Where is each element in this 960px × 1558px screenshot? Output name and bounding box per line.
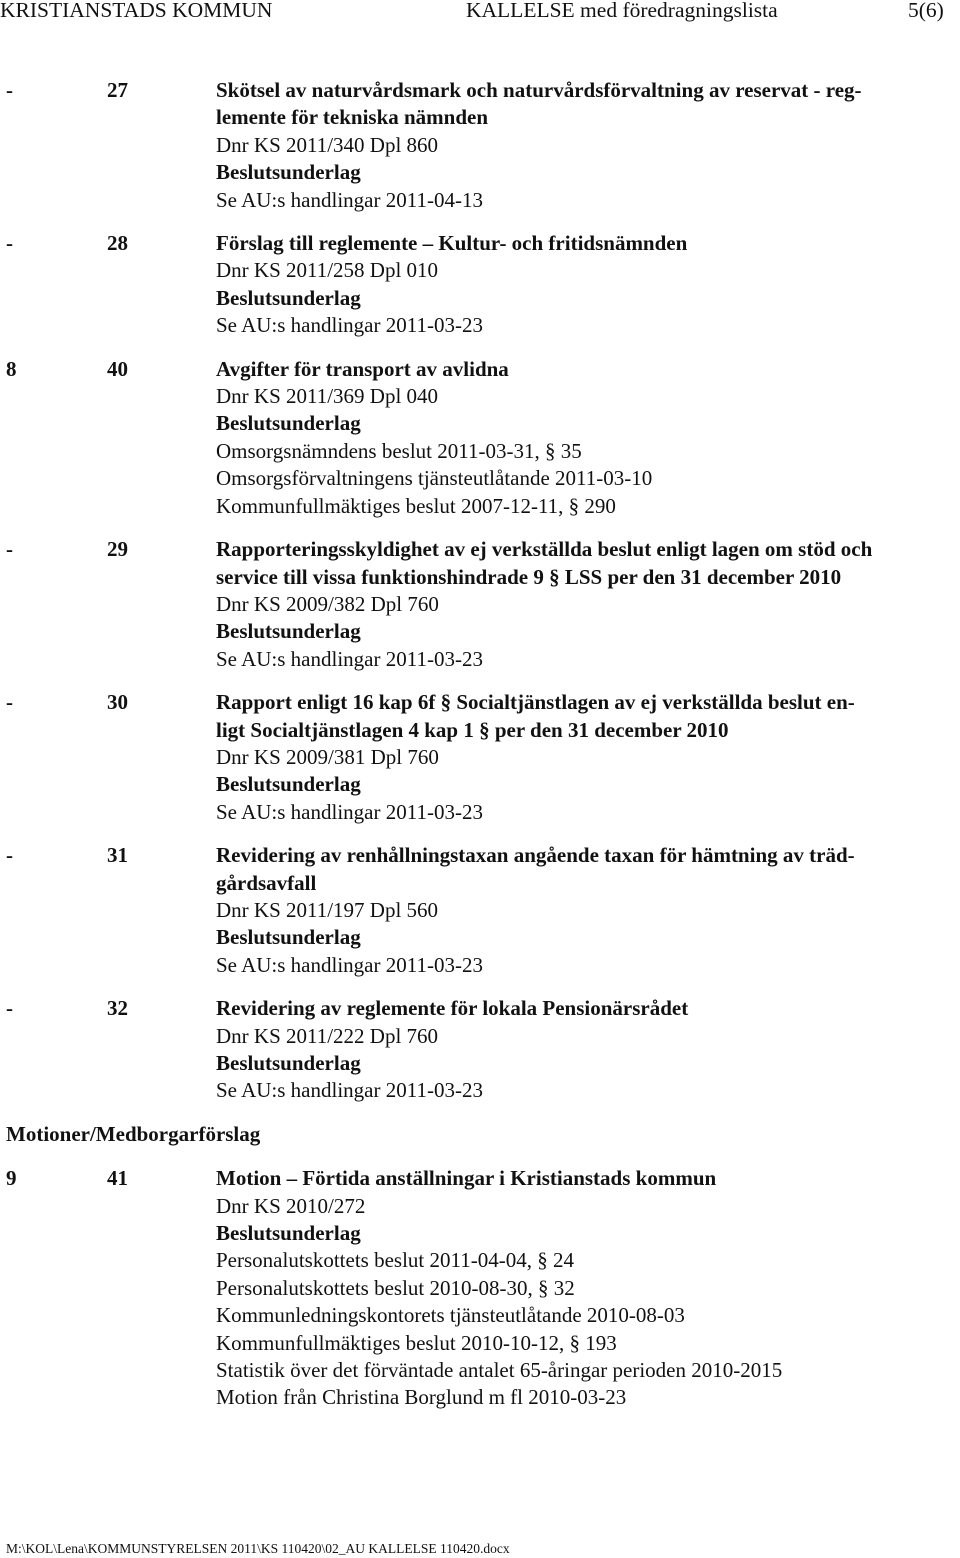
agenda-item-title: Skötsel av naturvårdsmark och naturvårdsförvaltning av reservat - reg- bbox=[216, 78, 862, 102]
agenda-item bbox=[0, 1165, 960, 1412]
agenda-item-detail: Se AU:s handlingar 2011-03-23 bbox=[216, 646, 483, 671]
agenda-item-title: Förslag till reglemente – Kultur- och fritidsnämnden bbox=[216, 231, 688, 256]
agenda-item bbox=[0, 230, 960, 340]
agenda-items bbox=[0, 77, 960, 1105]
agenda-item-body bbox=[216, 536, 960, 673]
agenda-item-detail: Se AU:s handlingar 2011-03-23 bbox=[216, 313, 483, 338]
agenda-content bbox=[0, 77, 960, 1428]
agenda-item-section-number: 8 bbox=[6, 356, 17, 381]
agenda-item-detail: Dnr KS 2011/340 Dpl 860 bbox=[216, 132, 439, 157]
agenda-item-section-number: - bbox=[6, 996, 13, 1021]
agenda-item-title: Rapport enligt 16 kap 6f § Socialtjänstlagen av ej verkställda beslut en- bbox=[216, 690, 855, 715]
agenda-item-detail: Kommunfullmäktiges beslut 2007-12-11, § 290 bbox=[216, 493, 616, 518]
agenda-item bbox=[0, 77, 960, 214]
agenda-item-section-number: - bbox=[6, 537, 13, 562]
agenda-item-number: 29 bbox=[107, 537, 128, 562]
agenda-item-title: Motion – Förtida anställningar i Kristianstads kommun bbox=[216, 1166, 717, 1191]
agenda-item-detail: Motion från Christina Borglund m fl 2010-03-23 bbox=[216, 1385, 627, 1410]
agenda-item-body bbox=[216, 689, 960, 826]
agenda-item-body bbox=[216, 77, 960, 214]
agenda-item-title: lemente för tekniska nämnden bbox=[216, 105, 489, 130]
agenda-item-detail: Se AU:s handlingar 2011-04-13 bbox=[216, 187, 483, 212]
agenda-item-title: Revidering av reglemente för lokala Pensionärsrådet bbox=[216, 996, 689, 1021]
agenda-item-detail: Personalutskottets beslut 2011-04-04, § 24 bbox=[216, 1248, 574, 1273]
agenda-item-number: 28 bbox=[107, 231, 128, 256]
agenda-item-detail: Personalutskottets beslut 2010-08-30, § 32 bbox=[216, 1275, 575, 1300]
beslutsunderlag-heading: Beslutsunderlag bbox=[216, 772, 361, 797]
beslutsunderlag-heading: Beslutsunderlag bbox=[216, 925, 361, 950]
agenda-item-detail: Dnr KS 2010/272 bbox=[216, 1193, 366, 1218]
agenda-item-detail: Dnr KS 2011/258 Dpl 010 bbox=[216, 258, 439, 283]
beslutsunderlag-heading: Beslutsunderlag bbox=[216, 160, 361, 185]
agenda-item-title: gårdsavfall bbox=[216, 870, 317, 895]
agenda-item-detail: Dnr KS 2011/197 Dpl 560 bbox=[216, 897, 439, 922]
agenda-item bbox=[0, 689, 960, 826]
page-header bbox=[0, 0, 960, 25]
agenda-item-detail: Dnr KS 2011/369 Dpl 040 bbox=[216, 384, 439, 409]
agenda-item-body bbox=[216, 230, 960, 340]
header-org: KRISTIANSTADS KOMMUN bbox=[0, 0, 273, 22]
agenda-item-detail: Statistik över det förväntade antalet 65-åringar perioden 2010-2015 bbox=[216, 1358, 783, 1383]
agenda-item-section-number: - bbox=[6, 78, 13, 102]
agenda-item-title: Avgifter för transport av avlidna bbox=[216, 356, 509, 381]
beslutsunderlag-heading: Beslutsunderlag bbox=[216, 1221, 361, 1246]
agenda-item-body bbox=[216, 995, 960, 1105]
agenda-item-title: ligt Socialtjänstlagen 4 kap 1 § per den 31 december 2010 bbox=[216, 717, 729, 742]
header-page-number: 5(6) bbox=[908, 0, 944, 22]
agenda-item-title: Rapporteringsskyldighet av ej verkställda beslut enligt lagen om stöd och bbox=[216, 537, 873, 562]
agenda-item-body bbox=[216, 842, 960, 979]
agenda-item-number: 27 bbox=[107, 78, 128, 102]
beslutsunderlag-heading: Beslutsunderlag bbox=[216, 285, 361, 310]
agenda-items-motions bbox=[0, 1165, 960, 1412]
agenda-item-detail: Omsorgsförvaltningens tjänsteutlåtande 2011-03-10 bbox=[216, 466, 653, 491]
file-path-footer: M:\KOL\Lena\KOMMUNSTYRELSEN 2011\KS 110420\02_AU KALLELSE 110420.docx bbox=[6, 1541, 510, 1556]
agenda-item-body bbox=[216, 356, 960, 520]
agenda-item-detail: Omsorgsnämndens beslut 2011-03-31, § 35 bbox=[216, 438, 582, 463]
agenda-item-detail: Dnr KS 2011/222 Dpl 760 bbox=[216, 1023, 439, 1048]
agenda-item-number: 31 bbox=[107, 843, 128, 868]
agenda-item-title: Revidering av renhållningstaxan angående taxan för hämtning av träd- bbox=[216, 843, 855, 868]
agenda-item-detail: Se AU:s handlingar 2011-03-23 bbox=[216, 1078, 483, 1103]
agenda-item-detail: Se AU:s handlingar 2011-03-23 bbox=[216, 952, 483, 977]
agenda-item-number: 41 bbox=[107, 1166, 128, 1191]
agenda-item-detail: Dnr KS 2009/382 Dpl 760 bbox=[216, 591, 439, 616]
agenda-item bbox=[0, 356, 960, 520]
agenda-item-detail: Dnr KS 2009/381 Dpl 760 bbox=[216, 744, 439, 769]
header-doc-title: KALLELSE med föredragningslista bbox=[466, 0, 778, 22]
agenda-item bbox=[0, 536, 960, 673]
agenda-item-number: 32 bbox=[107, 996, 128, 1021]
agenda-item-detail: Se AU:s handlingar 2011-03-23 bbox=[216, 799, 483, 824]
agenda-item bbox=[0, 995, 960, 1105]
agenda-item-number: 30 bbox=[107, 690, 128, 715]
agenda-item-section-number: - bbox=[6, 843, 13, 868]
section-heading: Motioner/Medborgarförslag bbox=[6, 1121, 261, 1146]
agenda-item-section-number: - bbox=[6, 690, 13, 715]
agenda-item-body bbox=[216, 1165, 960, 1412]
beslutsunderlag-heading: Beslutsunderlag bbox=[216, 411, 361, 436]
agenda-item bbox=[0, 842, 960, 979]
agenda-item-title: service till vissa funktionshindrade 9 § LSS per den 31 december 2010 bbox=[216, 564, 842, 589]
beslutsunderlag-heading: Beslutsunderlag bbox=[216, 619, 361, 644]
agenda-item-number: 40 bbox=[107, 356, 128, 381]
agenda-item-section-number: 9 bbox=[6, 1166, 17, 1191]
agenda-item-section-number: - bbox=[6, 231, 13, 256]
agenda-item-detail: Kommunfullmäktiges beslut 2010-10-12, § 193 bbox=[216, 1330, 617, 1355]
beslutsunderlag-heading: Beslutsunderlag bbox=[216, 1051, 361, 1075]
agenda-item-detail: Kommunledningskontorets tjänsteutlåtande 2010-08-03 bbox=[216, 1303, 685, 1328]
